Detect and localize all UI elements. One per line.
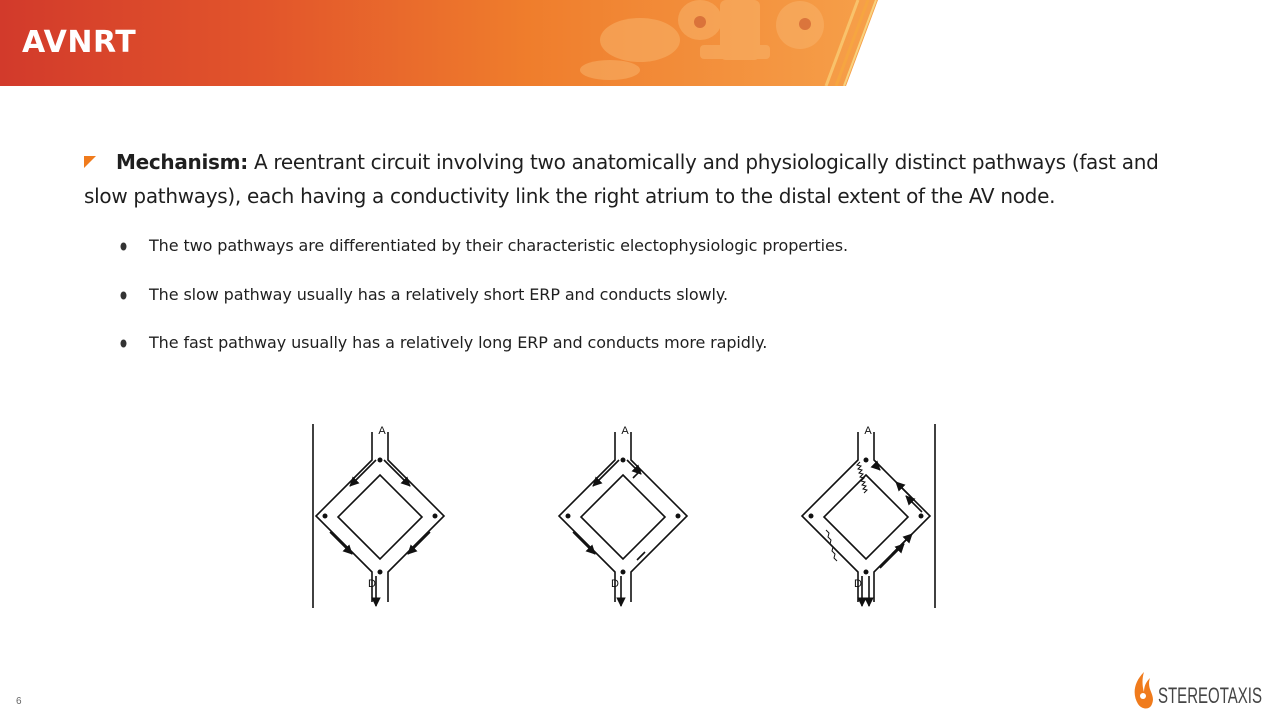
triangle-bullet-icon (84, 156, 96, 168)
mechanism-text: A reentrant circuit involving two anatomically and physiologically distinct pathways (fast and slow pathways), each having a conductivity link the right atrium to the distal extent of the AV node. (84, 150, 1159, 208)
diagram-label-a: A (864, 425, 872, 437)
bullet-dot-icon (120, 339, 127, 348)
slide-title: AVNRT (22, 25, 137, 60)
page-number: 6 (16, 696, 22, 707)
avnrt-pathway-diagrams (300, 420, 950, 615)
diagram-label-d: D (854, 578, 862, 590)
diagram-label-a: A (621, 425, 629, 437)
header-banner (0, 0, 1280, 86)
diagram-reentry-circuit (802, 424, 935, 608)
diagram-label-a: A (378, 425, 386, 437)
bullet-dot-icon (120, 242, 127, 251)
diagram-normal-conduction (313, 424, 444, 608)
mechanism-label: Mechanism: (116, 150, 248, 174)
main-bullet (84, 145, 1164, 213)
stereotaxis-logo (1132, 668, 1266, 714)
list-item-text: The slow pathway usually has a relatively short ERP and conducts slowly. (149, 284, 728, 304)
list-item-text: The fast pathway usually has a relatively long ERP and conducts more rapidly. (149, 333, 768, 352)
list-item-text: The two pathways are differentiated by their characteristic electophysiologic properties. (149, 236, 848, 255)
bullet-dot-icon (120, 291, 127, 300)
diagram-label-d: D (611, 578, 619, 590)
header-background (0, 0, 1280, 86)
diagram-label-d: D (368, 578, 376, 590)
logo-text: STEREOTAXIS (1158, 683, 1262, 708)
